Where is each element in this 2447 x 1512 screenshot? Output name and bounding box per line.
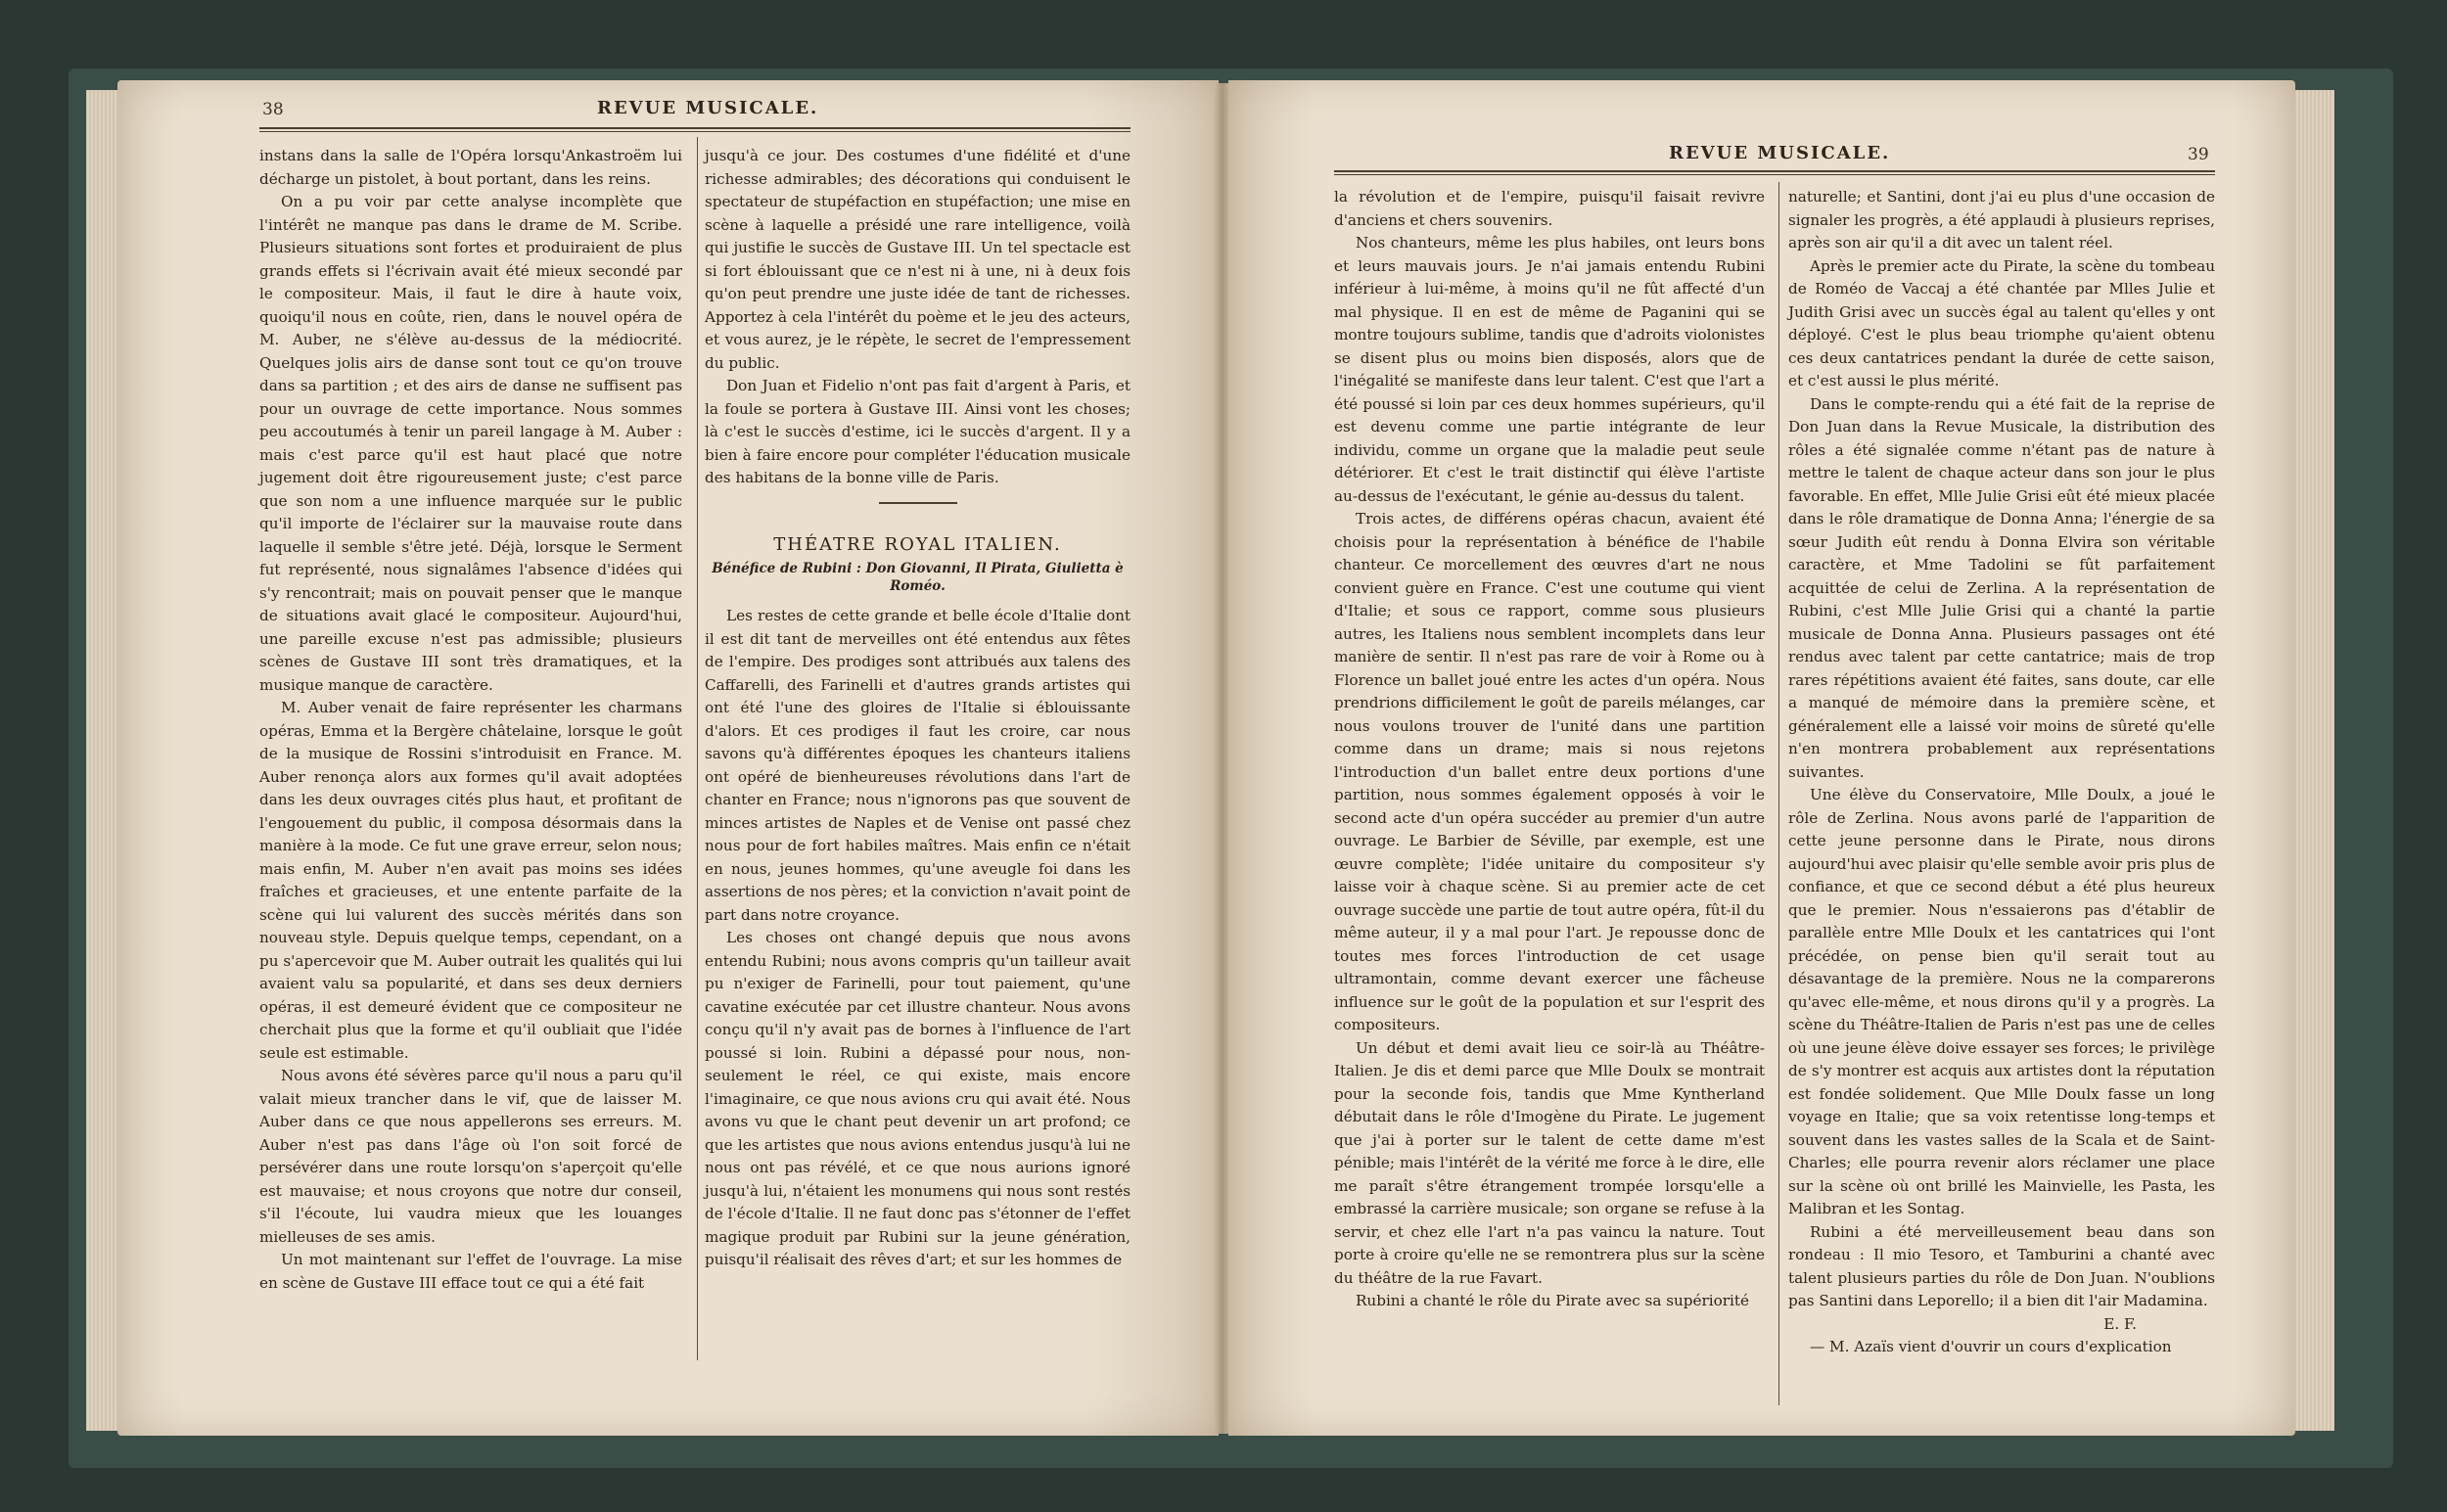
page-number: 39 [2188,145,2209,164]
paragraph: Les choses ont changé depuis que nous avons entendu Rubini; nous avons compris qu'un tailleur avait pu n'exiger de Farinelli, pour tout paiement, qu'une cavatine exécutée par cet illustre chanteur. Nous avons conçu qu'il n'y avait pas de bornes à l'influence de l'art poussé si loin. Rubini a dépassé pour nous, non-seulement le réel, ce qui existe, mais encore l'imaginaire, ce que nous avions cru qui avait été. Nous avons vu que le chant peut devenir un art profond; ce que les artistes que nous avions entendus jusqu'à lui ne nous ont pas révélé, et ce que nous aurions ignoré jusqu'à lui, n'étaient les monumens qui nous sont restés de l'école d'Italie. Il ne faut donc pas s'étonner de l'effet magique produit par Rubini sur la jeune génération, puisqu'il réalisait des rêves d'art; et sur les hommes de [705,929,1131,1268]
page-edges-right [2295,90,2334,1431]
right-column-2 [1788,186,2215,1359]
paragraph: Après le premier acte du Pirate, la scène du tombeau de Roméo de Vaccaj a été chantée par Mlles Julie et Judith Grisi avec un succès égal au talent qu'elles y ont déployé. C'est le plus beau triomphe qu'aient obtenu ces deux cantatrices pendant la durée de cette saison, et c'est aussi le plus mérité. [1788,256,2215,389]
paragraph: Les restes de cette grande et belle école d'Italie dont il est dit tant de merveilles ont été entendus aux fêtes de l'empire. Des prodiges sont attribués aux talens des Caffarelli, des Farinelli et d'autres grands artistes qui ont été l'une des gloires de l'Italie si éblouissante d'alors. Et ces prodiges il faut les croire, car nous savons qu'à différentes époques les chanteurs italiens ont opéré de bienheureuses révolutions dans l'art de chanter en France; nous n'ignorons pas que souvent de minces artistes de Naples et de Venise ont passé chez nous pour de fort habiles maîtres. Mais enfin ce n'était en nous, jeunes hommes, qu'une aveugle foi dans les assertions de nos pères; et la conviction n'avait point de part dans notre croyance. [705,607,1131,924]
right-column-1 [1334,186,1765,1313]
section-title: THÉATRE ROYAL ITALIEN. [773,533,1062,555]
running-title: REVUE MUSICALE. [597,98,819,118]
section-separator [879,502,957,504]
paragraph: instans dans la salle de l'Opéra lorsqu'Ankastroëm lui décharge un pistolet, à bout portant, dans les reins. [259,147,682,188]
paragraph: M. Auber venait de faire représenter les charmans opéras, Emma et la Bergère châtelaine, lorsque le goût de la musique de Rossini s'introduisit en France. M. Auber renonça alors aux formes qu'il avait adoptées dans les deux ouvrages cités plus haut, et profitant de l'engouement du public, il composa désormais dans la manière à la mode. Ce fut une grave erreur, selon nous; mais enfin, M. Auber n'en avait pas moins ses idées fraîches et gracieuses, et une entente parfaite de la scène qui lui valurent des succès mérités dans son nouveau style. Depuis quelque temps, cependant, on a pu s'apercevoir que M. Auber outrait les qualités qui lui avaient valu sa popularité, et dans ses deux derniers opéras, il est demeuré évident que ce compositeur ne cherchait plus que la forme et qu'il oubliait que l'idée seule est estimable. [259,699,682,1062]
final-line: — M. Azaïs vient d'ouvrir un cours d'explication [1810,1338,2172,1355]
paragraph: Rubini a été merveilleusement beau dans son rondeau : Il mio Tesoro, et Tamburini a chanté avec talent plusieurs parties du rôle de Don Juan. N'oublions pas Santini dans Leporello; il a bien dit l'air Madamina. [1788,1222,2215,1309]
page-number: 38 [262,100,284,119]
paragraph: la révolution et de l'empire, puisqu'il faisait revivre d'anciens et chers souvenirs. [1334,188,1765,229]
paragraph: Un mot maintenant sur l'effet de l'ouvrage. La mise en scène de Gustave III efface tout ce qui a été fait [259,1251,682,1292]
right-page [1228,80,2295,1436]
column-divider [1778,182,1779,1405]
left-column-2-top [705,145,1131,490]
left-column-2 [705,145,1131,1272]
section-subtitle: Bénéfice de Rubini : Don Giovanni, Il Pirata, Giulietta è Roméo. [712,561,1124,594]
paragraph: Trois actes, de différens opéras chacun, avaient été choisis pour la représentation à bénéfice de l'habile chanteur. Ce morcellement des œuvres d'art ne nous convient guère en France. C'est une coutume qui vient d'Italie; et sous ce rapport, comme sous plusieurs autres, les Italiens nous semblent incomplets dans leur manière de sentir. Il n'est pas rare de voir à Rome ou à Florence un ballet joué entre les actes d'un opéra. Nous prendrions difficilement le goût de pareils mélanges, car nous voulons trouver de l'unité dans une partition comme dans un drame; mais si nous rejetons l'introduction d'un ballet entre deux portions d'une partition, nous sommes également opposés à voir le second acte d'un opéra succéder au premier d'un autre ouvrage. Le Barbier de Séville, par exemple, est une œuvre complète; l'idée unitaire du compositeur s'y laisse voir à chaque scène. Si au premier acte de cet ouvrage succède une partie de tout autre opéra, fût-il du même auteur, il y a mal pour l'art. Je repousse donc de toutes mes forces l'introduction de cet usage ultramontain, comme devant exercer une fâcheuse influence sur le goût de la population et sur l'esprit des compositeurs. [1334,510,1765,1033]
left-column-2-bottom [705,605,1131,1272]
paragraph: Une élève du Conservatoire, Mlle Doulx, a joué le rôle de Zerlina. Nous avons parlé de l'apparition de cette jeune personne dans le Pirate, nous dirons aujourd'hui avec plaisir qu'elle semble avoir pris plus de confiance, et que ce second début a été plus heureux que le premier. Nous n'essaierons pas d'établir de parallèle entre Mlle Doulx et les cantatrices qui l'ont précédée, on pense bien qu'il serait tout au désavantage de la première. Nous ne la comparerons qu'avec elle-même, et nous dirons qu'il y a progrès. La scène du Théâtre-Italien de Paris n'est pas une de celles où une jeune élève doive essayer ses forces; le privilège de s'y montrer est acquis aux artistes dont la réputation est fondée solidement. Que Mlle Doulx fasse un long voyage en Italie; que sa voix retentisse long-temps et souvent dans les vastes salles de la Scala et de Saint-Charles; elle pourra revenir alors réclamer une place sur la scène où ont brillé les Mainvielle, les Pasta, les Malibran et les Sontag. [1788,786,2215,1217]
header-rule [259,127,1131,132]
left-column-1 [259,145,682,1295]
header-rule [1334,170,2215,175]
column-divider [697,137,698,1360]
paragraph: jusqu'à ce jour. Des costumes d'une fidélité et d'une richesse admirables; des décorations qui conduisent le spectateur de stupéfaction en stupéfaction; une mise en scène à laquelle a présidé une rare intelligence, voilà qui justifie le succès de Gustave III. Un tel spectacle est si fort éblouissant que ce n'est ni à une, ni à deux fois qu'on peut prendre une juste idée de tant de richesses. Apportez à cela l'intérêt du poème et le jeu des acteurs, et vous aurez, je le répète, le secret de l'empressement du public. [705,147,1131,372]
paragraph: Un début et demi avait lieu ce soir-là au Théâtre-Italien. Je dis et demi parce que Mlle Doulx se montrait pour la seconde fois, tandis que Mme Kyntherland débutait dans le rôle d'Imogène du Pirate. Le jugement que j'ai à porter sur le talent de cette dame m'est pénible; mais l'intérêt de la vérité me force à le dire, elle me paraît s'être étrangement trompée lorsqu'elle a embrassé la carrière musicale; son organe se refuse à la servir, et chez elle l'art n'a pas vaincu la nature. Tout porte à croire qu'elle ne se remontrera plus sur la scène du théâtre de la rue Favart. [1334,1038,1765,1287]
running-title: REVUE MUSICALE. [1669,143,1891,163]
paragraph: Rubini a chanté le rôle du Pirate avec sa supériorité [1356,1292,1749,1309]
paragraph: naturelle; et Santini, dont j'ai eu plus d'une occasion de signaler les progrès, a été applaudi à plusieurs reprises, après son air qu'il a dit avec un talent réel. [1788,188,2215,252]
paragraph: On a pu voir par cette analyse incomplète que l'intérêt ne manque pas dans le drame de M. Scribe. Plusieurs situations sont fortes et produiraient de plus grands effets si l'écrivain avait été mieux secondé par le compositeur. Mais, il faut le dire à haute voix, quoiqu'il nous en coûte, rien, dans le nouvel opéra de M. Auber, ne s'élève au-dessus de la médiocrité. Quelques jolis airs de danse sont tout ce qu'on trouve dans sa partition ; et des airs de danse ne suffisent pas pour un ouvrage de cette importance. Nous sommes peu accoutumés à tenir un pareil langage à M. Auber : mais c'est parce qu'il est haut placé que notre jugement doit être rigoureusement juste; c'est parce que son nom a une influence marquée sur le public qu'il importe de l'éclairer sur la mauvaise route dans laquelle il semble s'être jeté. Déjà, lorsque le Serment fut représenté, nous signalâmes l'absence d'idées qui s'y rencontrait; mais on pouvait penser que le manque de situations avait glacé le compositeur. Aujourd'hui, une pareille excuse n'est pas admissible; plusieurs scènes de Gustave III sont très dramatiques, et la musique manque de caractère. [259,193,682,694]
paragraph: Nous avons été sévères parce qu'il nous a paru qu'il valait mieux trancher dans le vif, que de laisser M. Auber dans ce que nous appellerons ses erreurs. M. Auber n'est pas dans l'âge où l'on soit forcé de persévérer dans une route lorsqu'on s'aperçoit qu'elle est mauvaise; et nous croyons que notre dur conseil, s'il l'écoute, lui vaudra mieux que les louanges mielleuses de ses amis. [259,1067,682,1246]
paragraph: Dans le compte-rendu qui a été fait de la reprise de Don Juan dans la Revue Musicale, la distribution des rôles a été signalée comme n'étant pas de nature à mettre le talent de chaque acteur dans son jour le plus favorable. En effet, Mlle Julie Grisi eût été mieux placée dans le rôle dramatique de Donna Anna; l'énergie de sa sœur Judith eût rendu à Donna Elvira son véritable caractère, et Mme Tadolini se fût parfaitement acquittée de celui de Zerlina. A la représentation de Rubini, c'est Mlle Julie Grisi qui a chanté la partie musicale de Donna Anna. Plusieurs passages ont été rendus avec talent par cette cantatrice; mais de trop rares répétitions avaient été faites, sans doute, car elle a manqué de mémoire dans la première scène, et généralement elle a laissé voir moins de sûreté qu'elle n'en montrera probablement aux représentations suivantes. [1788,394,2215,781]
paragraph: Don Juan et Fidelio n'ont pas fait d'argent à Paris, et la foule se portera à Gustave III. Ainsi vont les choses; là c'est le succès d'estime, ici le succès d'argent. Il y a bien à faire encore pour compléter l'éducation musicale des habitans de la bonne ville de Paris. [705,377,1131,486]
right-column-2-text [1788,186,2215,1313]
signature: E. F. [2103,1314,2137,1333]
left-page [117,80,1219,1436]
paragraph: Nos chanteurs, même les plus habiles, ont leurs bons et leurs mauvais jours. Je n'ai jamais entendu Rubini inférieur à lui-même, à moins qu'il ne fût affecté d'un mal physique. Il en est de même de Paganini qui se montre toujours sublime, tandis que d'adroits violonistes se disent plus ou moins bien disposés, alors que de l'inégalité se manifeste dans leur talent. C'est que l'art a été poussé si loin par ces deux hommes supérieurs, qu'il est devenu comme une partie intégrante de leur individu, comme un organe que la maladie peut seule détériorer. Et c'est le trait distinctif qui élève l'artiste au-dessus de l'exécutant, le génie au-dessus du talent. [1334,234,1765,505]
